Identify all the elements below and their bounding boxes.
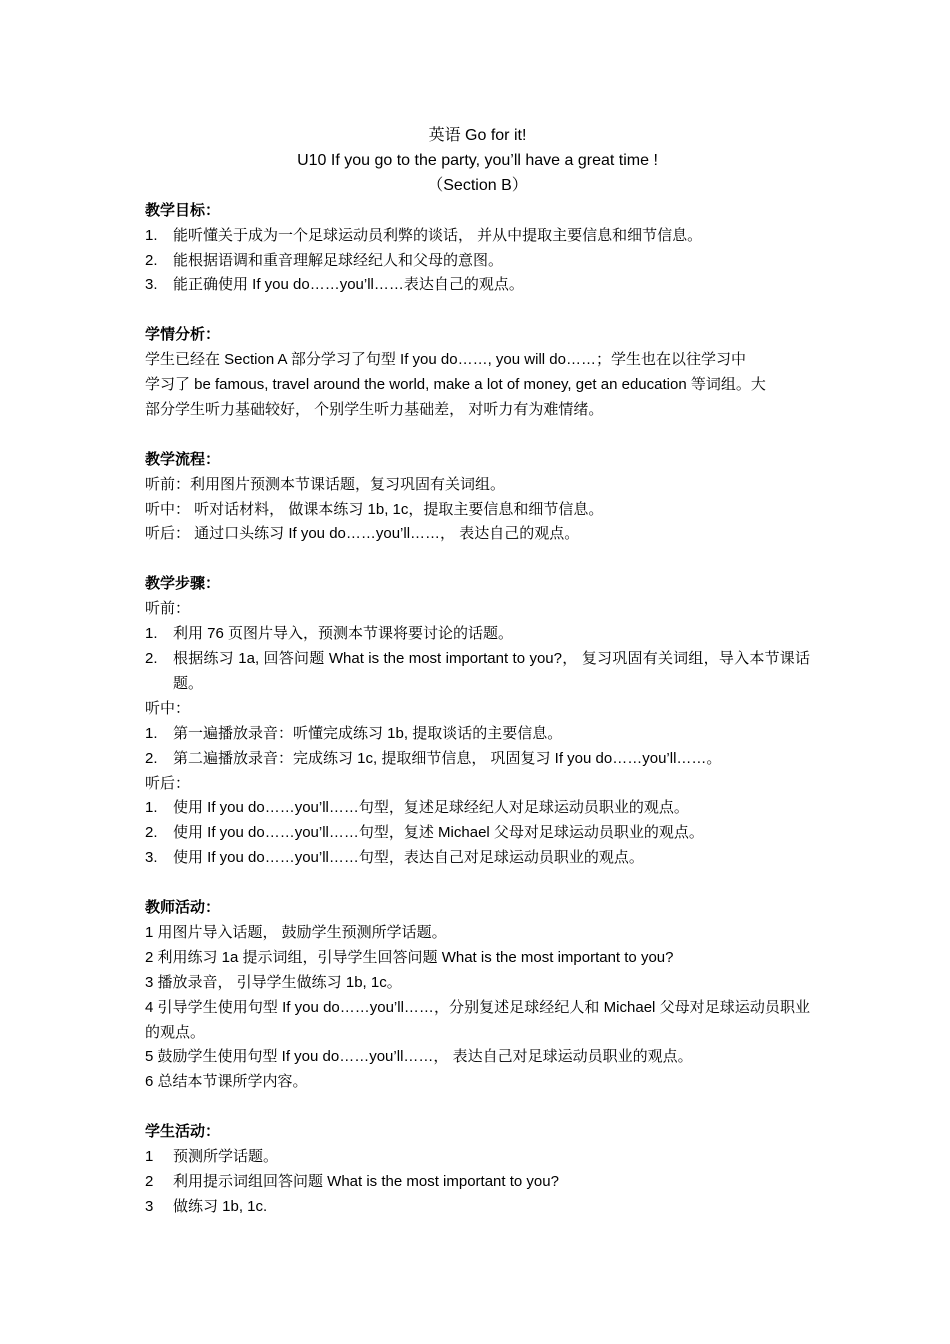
student-text: 预测所学话题。: [173, 1148, 279, 1166]
step-number: 1.: [145, 724, 158, 742]
student-heading: 学生活动：: [145, 1123, 221, 1141]
spacer: [145, 1095, 810, 1120]
step-item: [145, 846, 810, 871]
objective-item: [145, 249, 810, 274]
spacer: [145, 423, 810, 448]
step-item: [145, 622, 810, 647]
analysis-heading: 学情分析：: [145, 326, 221, 344]
step-item: [145, 796, 810, 821]
step-text: 使用 If you do……you’ll……句型，复述 Michael 父母对足球运动员职业的观点。: [173, 824, 704, 842]
teacher-heading: 教师活动：: [145, 899, 221, 917]
teacher-item: 4 引导学生使用句型 If you do……you’ll……，分别复述足球经纪人和 Michael 父母对足球运动员职业的观点。: [145, 998, 810, 1041]
steps-after-label: 听后：: [145, 774, 191, 792]
objective-item: [145, 224, 810, 249]
student-number: 3: [145, 1197, 154, 1215]
objective-number: 3.: [145, 276, 158, 294]
title-line-2: U10 If you go to the party, you’ll have a great time !: [297, 151, 658, 169]
step-item: [145, 722, 810, 747]
step-text: 利用 76 页图片导入，预测本节课将要讨论的话题。: [173, 625, 514, 643]
process-line: 听前：利用图片预测本节课话题，复习巩固有关词组。: [145, 475, 506, 493]
step-text: 根据练习 1a, 回答问题 What is the most important to you?， 复习巩固有关词组，导入本节课话题。: [173, 649, 810, 692]
step-number: 1.: [145, 799, 158, 817]
student-item: [145, 1170, 810, 1195]
objective-text: 能根据语调和重音理解足球经纪人和父母的意图。: [173, 251, 504, 269]
step-number: 1.: [145, 625, 158, 643]
steps-heading: 教学步骤：: [145, 575, 221, 593]
teacher-item: 5 鼓励学生使用句型 If you do……you’ll……， 表达自己对足球运动员职业的观点。: [145, 1048, 693, 1066]
teacher-item: 3 播放录音， 引导学生做练习 1b, 1c。: [145, 973, 402, 991]
process-line: 听后： 通过口头练习 If you do……you’ll……， 表达自己的观点。: [145, 525, 580, 543]
spacer: [145, 547, 810, 572]
student-number: 2: [145, 1172, 154, 1190]
spacer: [145, 871, 810, 896]
process-line: 听中： 听对话材料， 做课本练习 1b, 1c，提取主要信息和细节信息。: [145, 500, 604, 518]
steps-before-label: 听前：: [145, 600, 191, 618]
student-number: 1: [145, 1148, 154, 1166]
objective-text: 能听懂关于成为一个足球运动员利弊的谈话， 并从中提取主要信息和细节信息。: [173, 226, 703, 244]
step-number: 3.: [145, 849, 158, 867]
objective-text: 能正确使用 If you do……you’ll……表达自己的观点。: [173, 276, 524, 294]
student-text: 做练习 1b, 1c.: [173, 1197, 268, 1215]
spacer: [145, 298, 810, 323]
objective-item: [145, 273, 810, 298]
student-text: 利用提示词组回答问题 What is the most important to you?: [173, 1172, 559, 1190]
analysis-line: 部分学生听力基础较好， 个别学生听力基础差， 对听力有为难情绪。: [145, 400, 604, 418]
document-title: [145, 124, 810, 199]
teacher-item: 6 总结本节课所学内容。: [145, 1073, 308, 1091]
process-heading: 教学流程：: [145, 450, 221, 468]
step-text: 使用 If you do……you’ll……句型，复述足球经纪人对足球运动员职业的观点。: [173, 799, 689, 817]
step-number: 2.: [145, 824, 158, 842]
step-text: 第一遍播放录音：听懂完成练习 1b, 提取谈话的主要信息。: [173, 724, 563, 742]
step-text: 使用 If you do……you’ll……句型，表达自己对足球运动员职业的观点。: [173, 849, 644, 867]
teacher-item: 1 用图片导入话题， 鼓励学生预测所学话题。: [145, 923, 447, 941]
step-item: [145, 821, 810, 846]
analysis-line: 学习了 be famous, travel around the world, make a lot of money, get an education 等词组。大: [145, 376, 766, 394]
step-number: 2.: [145, 649, 158, 667]
objectives-heading: 教学目标：: [145, 201, 221, 219]
step-item: [145, 647, 810, 697]
objective-number: 1.: [145, 226, 158, 244]
objective-number: 2.: [145, 251, 158, 269]
teacher-item: 2 利用练习 1a 提示词组，引导学生回答问题 What is the most important to you?: [145, 948, 674, 966]
document-page: [145, 124, 810, 1220]
title-line-3: （Section B）: [427, 176, 528, 194]
student-item: [145, 1195, 810, 1220]
title-line-1: 英语 Go for it!: [428, 127, 527, 144]
step-text: 第二遍播放录音：完成练习 1c, 提取细节信息， 巩固复习 If you do……you’ll……。: [173, 749, 722, 767]
step-item: [145, 747, 810, 772]
analysis-line: 学生已经在 Section A 部分学习了句型 If you do……, you will do……；学生也在以往学习中: [145, 351, 746, 369]
step-number: 2.: [145, 749, 158, 767]
steps-during-label: 听中：: [145, 699, 191, 717]
student-item: [145, 1145, 810, 1170]
